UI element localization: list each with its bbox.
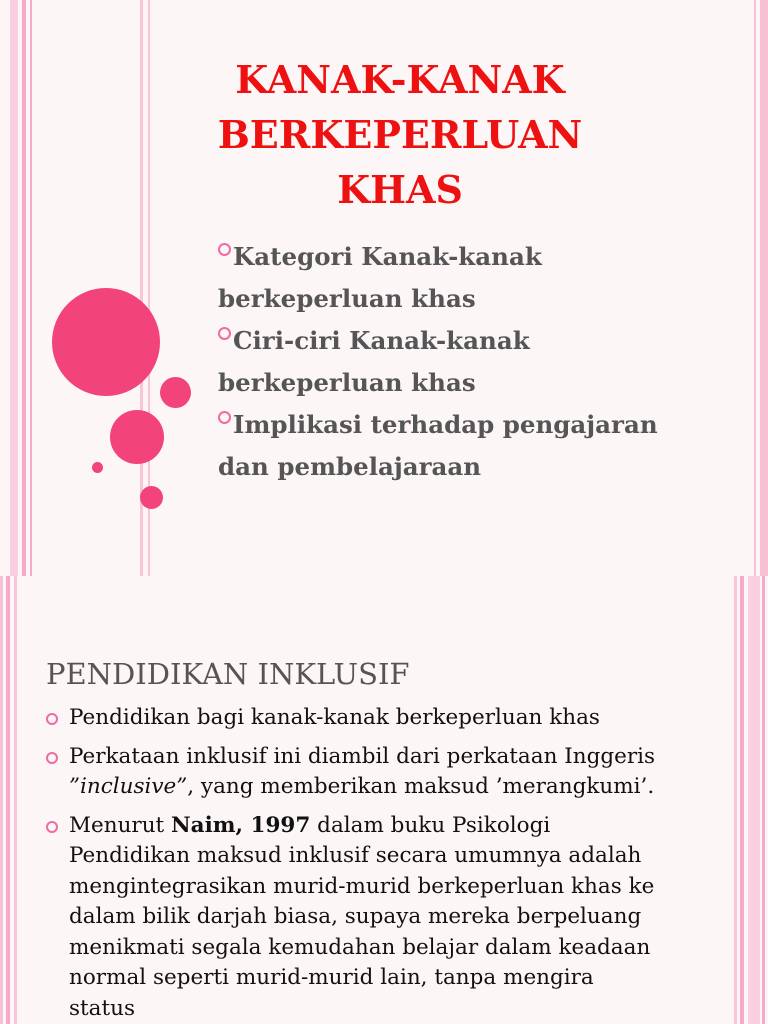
ring-bullet-icon bbox=[46, 752, 58, 764]
decor-stripe bbox=[762, 576, 765, 1024]
italic-term: ”inclusive” bbox=[69, 774, 188, 799]
decor-stripe bbox=[10, 0, 18, 576]
list-item bbox=[46, 703, 746, 734]
slide-2-title: PENDIDIKAN INKLUSIF bbox=[46, 657, 410, 691]
ring-bullet-icon bbox=[218, 243, 231, 256]
list-item-text: status bbox=[69, 995, 136, 1021]
title-line: KANAK-KANAK bbox=[235, 57, 565, 102]
decor-stripe bbox=[30, 0, 32, 576]
decor-circle bbox=[92, 462, 103, 473]
decor-circle bbox=[140, 486, 163, 509]
list-item-text: dan pembelajaraan bbox=[218, 452, 482, 481]
slide-2 bbox=[0, 576, 768, 1024]
ring-bullet-icon bbox=[218, 327, 231, 340]
list-item bbox=[218, 320, 758, 404]
list-item-text: Menurut bbox=[69, 812, 172, 838]
ring-bullet-icon bbox=[46, 713, 58, 725]
slide-2-bullet-list bbox=[46, 703, 746, 1024]
list-item-text: dalam buku Psikologi bbox=[310, 812, 551, 838]
title-line: KHAS bbox=[337, 167, 463, 212]
decor-stripe bbox=[748, 576, 760, 1024]
title-line: BERKEPERLUAN bbox=[217, 112, 583, 157]
list-item-text: dalam bilik darjah biasa, supaya mereka berpeluang bbox=[69, 904, 642, 929]
list-item-text: berkeperluan khas bbox=[218, 284, 476, 313]
list-item bbox=[46, 742, 746, 803]
ring-bullet-icon bbox=[46, 821, 58, 833]
citation-bold: Naim, 1997 bbox=[171, 812, 311, 838]
decor-stripe bbox=[0, 576, 3, 1024]
ring-bullet-icon bbox=[218, 411, 231, 424]
decor-stripe bbox=[22, 0, 26, 576]
list-item-text: Pendidikan maksud inklusif secara umumnya adalah bbox=[69, 843, 642, 868]
list-item-text: Ciri-ciri Kanak-kanak bbox=[233, 326, 530, 355]
decor-stripe bbox=[14, 576, 17, 1024]
list-item-text: Kategori Kanak-kanak bbox=[233, 242, 542, 271]
list-item-text: berkeperluan khas bbox=[218, 368, 476, 397]
slide-1-title bbox=[170, 52, 630, 217]
list-item-text: normal seperti murid-murid lain, tanpa mengira bbox=[69, 965, 594, 990]
list-item bbox=[46, 811, 746, 1024]
decor-circle bbox=[160, 377, 191, 408]
list-item-text: menikmati segala kemudahan belajar dalam keadaan bbox=[69, 934, 651, 960]
decor-stripe bbox=[760, 0, 768, 576]
list-item-text: mengintegrasikan murid-murid berkeperluan khas ke bbox=[69, 873, 655, 899]
decor-circle bbox=[52, 288, 160, 396]
list-item bbox=[218, 404, 758, 488]
list-item bbox=[218, 236, 758, 320]
list-item-text: Implikasi terhadap pengajaran bbox=[233, 410, 658, 439]
decor-circle bbox=[110, 410, 164, 464]
list-item-text: Pendidikan bagi kanak-kanak berkeperluan khas bbox=[69, 705, 600, 730]
decor-stripe bbox=[6, 576, 10, 1024]
list-item-text: , yang memberikan maksud ’merangkumi’. bbox=[187, 774, 655, 799]
slide-1-bullet-list bbox=[218, 236, 758, 488]
list-item-text: Perkataan inklusif ini diambil dari perkataan Inggeris bbox=[69, 743, 656, 769]
